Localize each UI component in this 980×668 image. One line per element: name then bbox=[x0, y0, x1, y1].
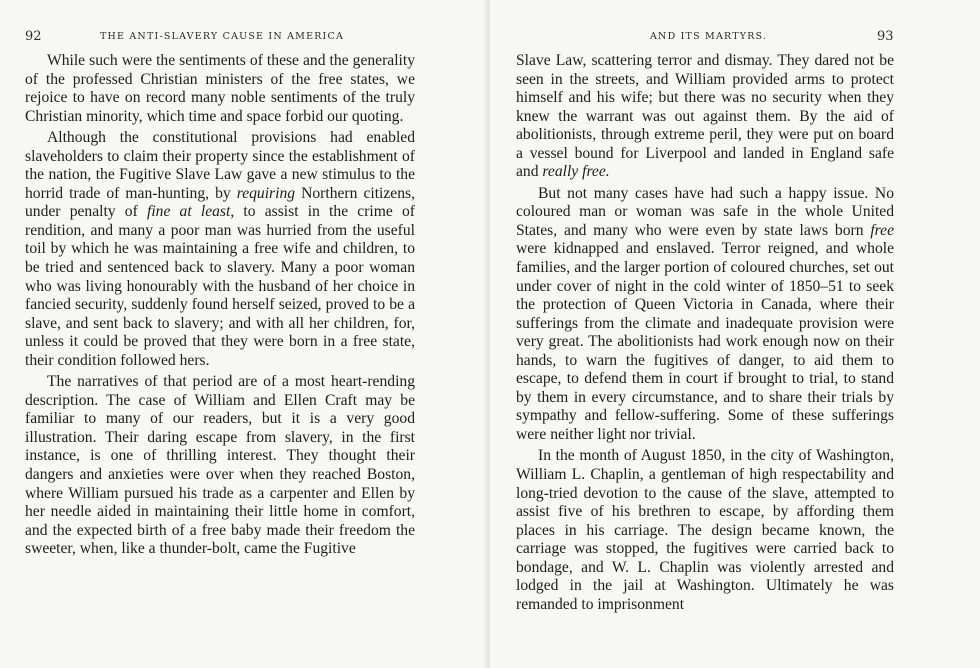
right-running-head: AND ITS MARTYRS. bbox=[650, 31, 768, 42]
right-paragraph-1 bbox=[516, 52, 894, 182]
text-run: In the month of August 1850, in the city of Washington, William L. Chaplin, a gentleman of high respectability and long-tried devotion to the cause of the slave, attempted to assist five of his brethren to escape, by affording them places in his carriage. The design became known, the carriage was stopped, the fugitives were carried back to bondage, and W. L. Chaplin was violently arrested and lodged in the jail at Washington. Ultimately he was remanded to imprisonment bbox=[516, 447, 894, 613]
text-run: Although the constitutional provisions had enabled slaveholders to claim their property since the establishment of the nation, the Fugitive Slave Law gave a new stimulus to the horrid trade of man-hunting, by bbox=[25, 129, 415, 202]
text-run: Northern citizens, under penalty of bbox=[25, 184, 415, 221]
text-run: But not many cases have had such a happy issue. No coloured man or woman was safe in the whole United States, and many who were even by state laws born bbox=[516, 184, 894, 239]
italic-text-run: free bbox=[870, 221, 894, 239]
left-paragraph-2 bbox=[25, 129, 415, 370]
left-body-text bbox=[25, 52, 415, 559]
text-run: to assist in the crime of rendition, and many a poor man was hurried from the useful toil by which he was maintaining a free wife and children, to be tried and sentenced back to slavery. Many a poor woman who was living honourably with the husband of her choice in fancied security, suddenly found herself seized, proved to be a slave, and sent back to slavery; and with all her children, for, unless it could be proved that they were born in a free state, their condition followed hers. bbox=[25, 203, 415, 369]
italic-text-run: fine at least, bbox=[146, 203, 235, 221]
left-paragraph-3 bbox=[25, 373, 415, 558]
text-run: While such were the sentiments of these and the generality of the professed Christian ministers of the free states, we rejoice to have on record many noble sentiments of the truly Christian minority, which time and space forbid our quoting. bbox=[25, 52, 415, 125]
right-paragraph-2 bbox=[516, 185, 894, 445]
right-page-number: 93 bbox=[877, 29, 894, 44]
left-paragraph-1 bbox=[25, 52, 415, 126]
right-page bbox=[490, 0, 980, 668]
right-body-text bbox=[516, 52, 894, 614]
italic-text-run: really free. bbox=[542, 163, 610, 181]
left-running-head: THE ANTI-SLAVERY CAUSE IN AMERICA bbox=[100, 31, 345, 42]
right-paragraph-3 bbox=[516, 447, 894, 614]
text-run: The narratives of that period are of a most heart-rending description. The case of William and Ellen Craft may be familiar to many of our readers, but it is a very good illustration. Their daring escape from slavery, in the first instance, is one of thrilling interest. They thought their dangers and anxieties were over when they reached Boston, where William pursued his trade as a carpenter and Ellen by her needle aided in maintaining their little home in comfort, and the expected birth of a free baby made their freedom the sweeter, when, like a thunder-bolt, came the Fugitive bbox=[25, 373, 415, 558]
text-run: were kidnapped and enslaved. Terror reigned, and whole families, and the larger portion of coloured churches, set out under cover of night in the cold winter of 1850–51 to seek the protection of Queen Victoria in Canada, where their sufferings from the climate and inadequate provision were very great. The abolitionists had work enough now on their hands, to warn the fugitives of danger, to aid them to escape, to defend them in court if brought to trial, to stand by them in every circumstance, and to share their trials by sympathy and fellow-suffering. Some of these sufferings were neither light nor trivial. bbox=[516, 240, 894, 443]
left-page-number: 92 bbox=[25, 29, 42, 44]
text-run: Slave Law, scattering terror and dismay. They dared not be seen in the streets, and William provided arms to protect himself and his wife; but there was no security when they knew the warrant was out against them. By the aid of abolitionists, through extreme peril, they were put on board a vessel bound for Liverpool and landed in England safe and bbox=[516, 52, 894, 181]
italic-text-run: requiring bbox=[236, 184, 296, 202]
